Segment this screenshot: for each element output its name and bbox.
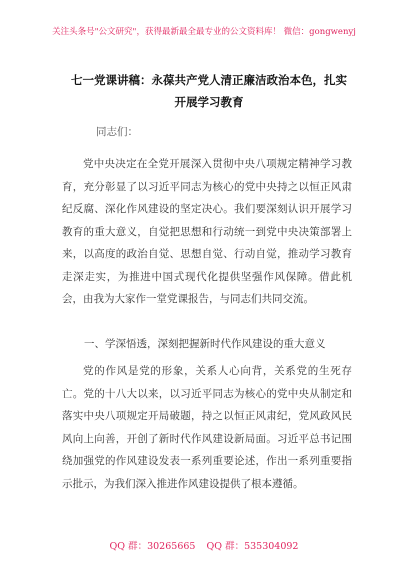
paragraph-section-1: 党的作风是党的形象，关系人心向背，关系党的生死存亡。党的十八大以来，以习近平同志为核心的党中央从制定和落实中央八项规定开局破题，持之以恒正风肃纪，党风政风民风向上向善，开创了新时代作风建设新局面。习近平总书记围绕加强党的作风建设发表一系列重要论述，作出一系列重要指示批示，为我们深入推进作风建设提供了根本遵循。 bbox=[62, 365, 352, 490]
section-heading: 一、学深悟透，深刻把握新时代作风建设的重大意义 bbox=[84, 338, 326, 350]
qq-group-1: QQ 群：30265665 bbox=[109, 541, 196, 552]
qq-group-2: QQ 群：535304092 bbox=[206, 541, 299, 552]
paragraph-intro: 党中央决定在全党开展深入贯彻中央八项规定精神学习教育，充分彰显了以习近平同志为核心的党中央持之以恒正风肃纪反腐、深化作风建设的坚定决心。我们要深刻认识开展学习教育的重大意义，自觉把思想和行动统一到党中央决策部署上来，以高度的政治自觉、思想自觉、行动自觉，推动学习教育走深走实，为推进中国式现代化提供坚强作风保障。借此机会，由我为大家作一堂党课报告，与同志们共同交流。 bbox=[62, 158, 352, 305]
header-notice: 关注头条号"公文研究"，获得最新最全最专业的公文资料库！ 微信：gongwenyj bbox=[52, 27, 356, 37]
salutation: 同志们： bbox=[96, 126, 138, 138]
footer-contact bbox=[0, 538, 408, 552]
document-title: 七一党课讲稿：永葆共产党人清正廉洁政治本色，扎实开展学习教育 bbox=[71, 73, 347, 109]
